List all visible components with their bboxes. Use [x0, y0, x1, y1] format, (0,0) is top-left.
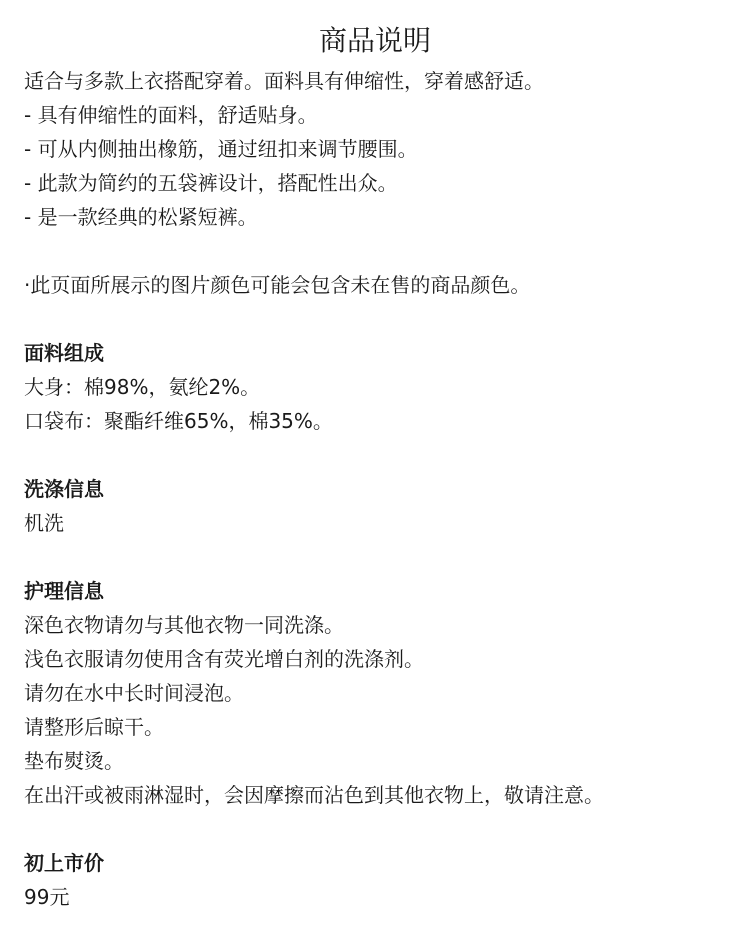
care-heading: 护理信息 — [24, 579, 104, 603]
price-heading: 初上市价 — [24, 851, 104, 875]
spacer — [24, 438, 726, 472]
fabric-line: 口袋布：聚酯纤维65%，棉35%。 — [24, 409, 333, 433]
description-intro: 适合与多款上衣搭配穿着。面料具有伸缩性，穿着感舒适。 — [24, 69, 544, 93]
spacer — [24, 812, 726, 846]
fabric-section — [24, 336, 726, 438]
care-line: 垫布熨烫。 — [24, 749, 124, 773]
color-note: ·此页面所展示的图片颜色可能会包含未在售的商品颜色。 — [24, 273, 531, 297]
care-section — [24, 574, 726, 812]
description-bullet: - 可从内侧抽出橡筋，通过纽扣来调节腰围。 — [24, 137, 418, 161]
description-bullet: - 此款为简约的五袋裤设计，搭配性出众。 — [24, 171, 398, 195]
washing-heading: 洗涤信息 — [24, 477, 104, 501]
fabric-heading: 面料组成 — [24, 341, 104, 365]
care-line: 在出汗或被雨淋湿时，会因摩擦而沾色到其他衣物上，敬请注意。 — [24, 783, 604, 807]
price-value: 99元 — [24, 885, 70, 909]
washing-section — [24, 472, 726, 540]
fabric-line: 大身：棉98%，氨纶2%。 — [24, 375, 261, 399]
page-title: 商品说明 — [318, 24, 431, 57]
description-section — [24, 64, 726, 302]
description-bullet: - 是一款经典的松紧短裤。 — [24, 205, 258, 229]
spacer — [24, 540, 726, 574]
care-line: 浅色衣服请勿使用含有荧光增白剂的洗涤剂。 — [24, 647, 424, 671]
care-line: 请整形后晾干。 — [24, 715, 164, 739]
spacer — [24, 302, 726, 336]
care-line: 请勿在水中长时间浸泡。 — [24, 681, 244, 705]
spacer — [24, 234, 726, 268]
washing-line: 机洗 — [24, 511, 64, 535]
care-line: 深色衣物请勿与其他衣物一同洗涤。 — [24, 613, 344, 637]
price-section — [24, 846, 726, 914]
description-bullet: - 具有伸缩性的面料，舒适贴身。 — [24, 103, 318, 127]
